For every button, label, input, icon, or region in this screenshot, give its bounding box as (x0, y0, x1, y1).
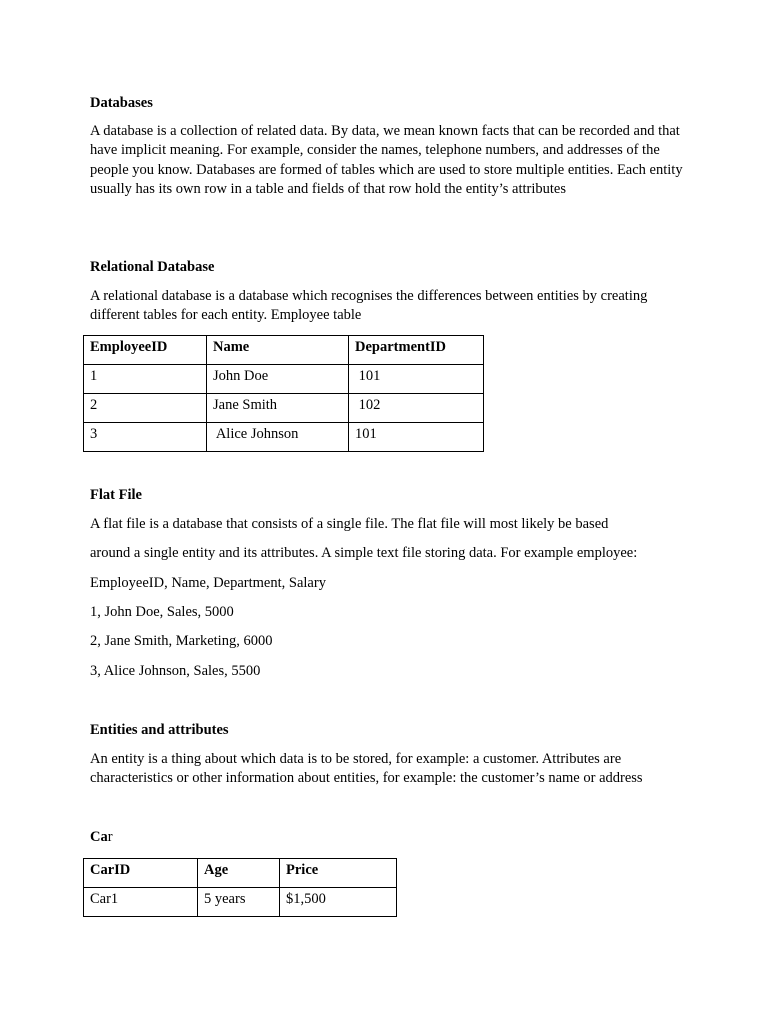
databases-heading: Databases (90, 95, 153, 111)
column-header: Name (207, 336, 349, 365)
table-cell: 3 (84, 423, 207, 452)
table-cell: 1 (84, 365, 207, 394)
flat-file-line-1: A flat file is a database that consists of a single file. The flat file will most likely be based (90, 516, 609, 532)
flat-file-record: 3, Alice Johnson, Sales, 5500 (90, 663, 261, 679)
column-header: Age (198, 859, 280, 888)
car-heading-bold: Ca (90, 829, 108, 845)
table-cell: $1,500 (280, 888, 397, 917)
table-cell: 5 years (198, 888, 280, 917)
table-header-row (84, 859, 397, 888)
entities-paragraph: An entity is a thing about which data is to be stored, for example: a customer. Attributes are characteristics or other information about entities, for example: the customer’s name or address (90, 751, 643, 787)
table-cell: 101 (349, 365, 484, 394)
table-cell: Car1 (84, 888, 198, 917)
relational-database-paragraph: A relational database is a database which recognises the differences between entities by creating different tables for each entity. Employee table (90, 288, 648, 324)
flat-file-record: EmployeeID, Name, Department, Salary (90, 575, 326, 591)
table-cell: Jane Smith (207, 394, 349, 423)
column-header: EmployeeID (84, 336, 207, 365)
column-header: Price (280, 859, 397, 888)
table-row (84, 365, 484, 394)
table-cell: Alice Johnson (207, 423, 349, 452)
flat-file-heading: Flat File (90, 487, 142, 503)
car-heading (90, 828, 113, 847)
employee-table (83, 335, 484, 452)
car-heading-rest: r (107, 829, 113, 845)
table-cell: 102 (349, 394, 484, 423)
table-cell: 2 (84, 394, 207, 423)
entities-heading: Entities and attributes (90, 722, 229, 738)
table-cell: 101 (349, 423, 484, 452)
table-cell: John Doe (207, 365, 349, 394)
table-header-row (84, 336, 484, 365)
flat-file-line-2: around a single entity and its attributes. A simple text file storing data. For example employee: (90, 545, 638, 561)
column-header: CarID (84, 859, 198, 888)
flat-file-record: 1, John Doe, Sales, 5000 (90, 604, 234, 620)
relational-database-heading: Relational Database (90, 259, 215, 275)
car-table (83, 858, 397, 917)
table-row (84, 423, 484, 452)
flat-file-record: 2, Jane Smith, Marketing, 6000 (90, 633, 273, 649)
databases-paragraph: A database is a collection of related data. By data, we mean known facts that can be recorded and that have implicit meaning. For example, consider the names, telephone numbers, and addresses of the people you know. Databases are formed of tables which are used to store multiple entities. Each entity usually has its own row in a table and fields of that row hold the entity’s attributes (90, 123, 683, 197)
table-row (84, 394, 484, 423)
table-row (84, 888, 397, 917)
column-header: DepartmentID (349, 336, 484, 365)
